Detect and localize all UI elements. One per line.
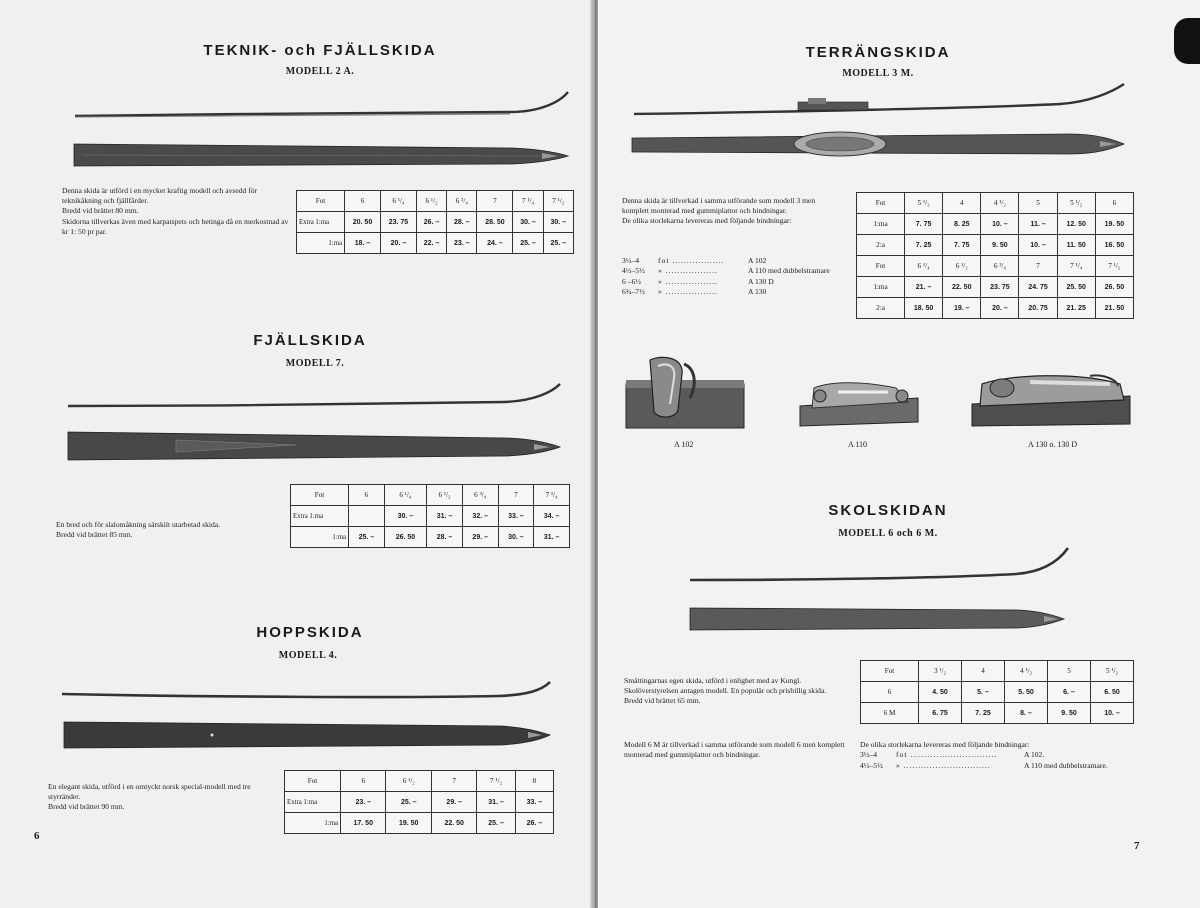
table-cell: 34. – [534,506,570,527]
table-cell: 6 ¹/₄ [380,191,416,212]
table-cell: 6 ¹/₂ [416,191,446,212]
table-cell: Extra 1:ma [285,792,341,813]
size-range: 6¾–7½ [622,287,645,297]
table-cell: 9. 50 [981,235,1019,256]
section-model-skol: MODELL 6 och 6 M. [838,528,938,539]
section-description-skol-6m [624,740,850,760]
table-cell: 4. 50 [919,682,962,703]
table-header-row [857,256,1134,277]
table-cell: 11. – [1019,214,1057,235]
ski-profile-terrang [630,82,1130,122]
section-model-fjall: MODELL 7. [285,358,345,369]
table-cell: 23. 75 [380,212,416,233]
table-cell: Fot [857,256,905,277]
desc-line: Skidorna tillverkas även med karpatspets och betinga då en merkostnad av kr 1: 50 pr par. [62,216,289,236]
leader-dots: fot .................. [658,256,725,265]
table-header-row [857,193,1134,214]
price-table-hopp [284,770,554,834]
size-range: 3½–4 [622,256,640,265]
binding-name: A 110 med dubbelstramare [748,266,830,276]
table-cell: 23. – [341,792,386,813]
table-cell: 32. – [462,506,498,527]
binding-caption-a130: A 130 o. 130 D [1028,440,1078,449]
table-cell: 17. 50 [341,813,386,834]
page-edge-tab [1174,18,1200,64]
table-cell: 18. 50 [905,298,943,319]
table-cell: 10. – [1019,235,1057,256]
table-row [857,214,1134,235]
table-cell: 4 [943,193,981,214]
table-cell: 29. – [431,792,476,813]
left-page [0,0,594,908]
table-cell: 8 [515,771,553,792]
table-cell: 4 [962,661,1005,682]
table-header-row [861,661,1134,682]
table-cell: Fot [857,193,905,214]
table-cell: Fot [291,485,349,506]
table-row [857,298,1134,319]
table-cell: 6 [341,771,386,792]
binding-caption-a102: A 102 [674,440,694,449]
table-cell: 6 ¹/₂ [386,771,431,792]
table-cell: 2:a [857,235,905,256]
table-row [285,813,554,834]
section-title-terrang: TERRÄNGSKIDA [805,44,951,61]
table-cell [349,506,385,527]
table-cell: 22. – [416,233,446,254]
table-cell: 31. – [534,527,570,548]
table-cell: 19. – [943,298,981,319]
table-cell: 5. – [962,682,1005,703]
desc-line: Modell 6 M är tillverkad i samma utförande som modell 6 men komplett monterad med gummiplattor och bindningar. [624,740,845,760]
ski-profile-skol [686,546,1072,586]
table-cell: 7 ¹/₄ [1057,256,1095,277]
table-cell: 21. 50 [1095,298,1133,319]
table-cell: 11. 50 [1057,235,1095,256]
table-cell: 7 ¹/₂ [477,771,515,792]
table-cell: 5 ¹/₂ [1057,193,1095,214]
table-cell: 21. – [905,277,943,298]
section-title-fjall: FJÄLLSKIDA [253,332,367,349]
section-model-teknik: MODELL 2 A. [285,66,355,77]
table-cell: 1:ma [857,277,905,298]
list-item [622,287,852,297]
leader-dots: » .................. [658,266,718,276]
section-title-hopp: HOPPSKIDA [256,624,364,641]
table-cell: 31. – [427,506,463,527]
table-cell: 4 ¹/₂ [981,193,1019,214]
table-cell: 4 ¹/₂ [1005,661,1048,682]
ski-profile-hopp [58,678,558,708]
table-cell: 22. 50 [431,813,476,834]
table-cell: 1:ma [285,813,341,834]
ski-top-skol [688,604,1074,636]
table-cell: 6 ¹/₄ [905,256,943,277]
section-model-terrang: MODELL 3 M. [842,68,914,79]
table-cell: Extra 1:ma [297,212,345,233]
ski-top-terrang [630,128,1130,164]
table-cell: 3 ¹/₂ [919,661,962,682]
table-cell: 10. – [981,214,1019,235]
binding-list-terrang [622,256,852,298]
table-cell: 7. 75 [943,235,981,256]
table-cell: 7 [431,771,476,792]
table-cell: 16. 50 [1095,235,1133,256]
table-cell: 10. – [1091,703,1134,724]
desc-line: Bredd vid brättet 90 mm. [48,802,125,812]
table-header-row [291,485,570,506]
table-cell: 26. – [515,813,553,834]
leader-dots: » .................. [658,287,718,297]
table-cell: 33. – [515,792,553,813]
size-range: 4½–5½ [622,266,645,276]
price-table-fjall [290,484,570,548]
table-cell: 6. 75 [919,703,962,724]
desc-line: Bredd vid brättet 85 mm. [56,530,133,540]
table-cell: 1:ma [291,527,349,548]
table-cell: 7 [498,485,534,506]
size-range: 3½–4 [860,750,878,760]
table-cell: 12. 50 [1057,214,1095,235]
table-cell: 1:ma [857,214,905,235]
price-table-teknik [296,190,574,254]
table-cell: 24. – [477,233,513,254]
table-row [291,506,570,527]
ski-profile-fjall [64,382,564,418]
price-table-skol [860,660,1134,724]
page-number-left: 6 [34,830,40,842]
table-cell: 6 ¹/₂ [427,485,463,506]
table-cell: 23. – [447,233,477,254]
table-cell: 18. – [345,233,381,254]
ski-profile-teknik [70,90,570,130]
table-cell: 22. 50 [943,277,981,298]
binding-name: A 110 med dubbelstramare. [1024,760,1108,770]
table-cell: 6 ³/₄ [462,485,498,506]
table-cell: 1:ma [297,233,345,254]
table-cell: Fot [285,771,341,792]
section-description-teknik [62,186,290,237]
table-cell: 5. 50 [1005,682,1048,703]
table-header-row [285,771,554,792]
table-cell: 30. – [384,506,426,527]
table-row [291,527,570,548]
desc-line: De olika storlekarna levereras med följande bindningar: [622,216,792,226]
table-cell: 26. 50 [384,527,426,548]
table-cell: 6 ³/₄ [981,256,1019,277]
table-cell: 19. 50 [386,813,431,834]
table-row [861,703,1134,724]
table-cell: 9. 50 [1048,703,1091,724]
list-item [622,277,852,287]
table-cell: 6. 50 [1091,682,1134,703]
table-header-row [297,191,574,212]
table-cell: 26. 50 [1095,277,1133,298]
table-cell: 7. 25 [905,235,943,256]
binding-image-a130 [970,372,1134,428]
table-cell: 29. – [462,527,498,548]
binding-image-a102 [624,354,748,430]
section-description-fjall [56,520,286,540]
table-cell: 6. – [1048,682,1091,703]
table-cell: 31. – [477,792,515,813]
table-cell: 28. – [447,212,477,233]
desc-line: Bredd vid brättet 65 mm. [624,696,701,706]
table-row [857,277,1134,298]
right-page [598,0,1200,908]
table-cell: 5 [1019,193,1057,214]
ski-top-fjall [66,428,566,462]
list-item [622,266,852,276]
table-row [297,233,574,254]
table-row [861,682,1134,703]
table-cell: Extra 1:ma [291,506,349,527]
binding-caption-a110: A 110 [848,440,868,449]
table-cell: 5 [1048,661,1091,682]
table-cell: 6 ¹/₂ [943,256,981,277]
table-cell: Fot [861,661,919,682]
table-row [285,792,554,813]
bindings-intro: De olika storlekarna levereras med följande bindningar: [860,740,1030,749]
table-cell: 6 [349,485,385,506]
table-cell: 33. – [498,506,534,527]
table-cell: 5 ¹/₂ [1091,661,1134,682]
table-cell: 20. – [981,298,1019,319]
table-cell: 6 [345,191,381,212]
table-cell: 6 M [861,703,919,724]
table-cell: 25. 50 [1057,277,1095,298]
page-number-right: 7 [1134,840,1140,852]
desc-line: En bred och för slalomåkning särskilt utarbetad skida. [56,520,221,529]
binding-list-skol [860,740,1150,771]
list-item [622,256,852,266]
section-description-hopp [48,782,278,813]
table-cell: 25. – [513,233,543,254]
table-cell: 23. 75 [981,277,1019,298]
binding-name: A 130 [748,287,767,297]
table-cell: 20. – [380,233,416,254]
section-description-skol [624,676,850,707]
section-title-teknik: TEKNIK- och FJÄLLSKIDA [203,42,437,59]
desc-line: Småttingarnas egen skida, utförd i enlighet med av Kungl. Skolöverstyrelsen antagen modell. En populär och prisbillig skida. [624,676,827,696]
table-cell: 6 [861,682,919,703]
table-cell: 25. – [477,813,515,834]
table-cell: 7 ¹/₂ [543,191,573,212]
desc-line: En elegant skida, utförd i en omtyckt norsk special-modell med tre styrränder. [48,782,251,802]
size-range: 4½–5½ [860,760,883,770]
size-range: 6 –6½ [622,276,641,286]
list-item [860,750,1150,760]
binding-image-a110 [798,378,922,428]
table-cell: 24. 75 [1019,277,1057,298]
table-cell: 30. – [498,527,534,548]
table-cell: 7 ¹/₂ [1095,256,1133,277]
table-cell: 5 ¹/₂ [905,193,943,214]
ski-top-hopp [62,718,562,752]
table-cell: 28. – [427,527,463,548]
table-cell: 7. 25 [962,703,1005,724]
table-cell: 25. – [349,527,385,548]
table-cell: 6 ¹/₄ [384,485,426,506]
table-cell: 7 [1019,256,1057,277]
table-cell: 30. – [513,212,543,233]
binding-name: A 130 D [748,276,774,286]
table-cell: 6 [1095,193,1133,214]
binding-name: A 102. [1024,750,1045,760]
desc-line: Bredd vid brättet 80 mm. [62,206,139,216]
leader-dots: » .............................. [896,760,991,770]
table-cell: 8. 25 [943,214,981,235]
table-cell: 2:a [857,298,905,319]
table-cell: 20. 75 [1019,298,1057,319]
table-cell: 8. – [1005,703,1048,724]
table-cell: 25. – [543,233,573,254]
table-cell: 25. – [386,792,431,813]
desc-line: Denna skida är utförd i en mycket kraftig modell och avsedd för teknikåkning och fjällfärder. [62,186,258,206]
list-item [860,761,1150,771]
desc-line: Denna skida är tillverkad i samma utförande som modell 3 men komplett monterad med gummiplattor och bindningar. [622,196,816,216]
table-cell: 28. 50 [477,212,513,233]
table-row [297,212,574,233]
leader-dots: fot .............................. [896,750,998,760]
table-cell: 21. 25 [1057,298,1095,319]
section-description-terrang [622,196,844,227]
section-title-skol: SKOLSKIDAN [828,502,948,519]
table-cell: 20. 50 [345,212,381,233]
table-cell: Fot [297,191,345,212]
table-cell: 6 ³/₄ [447,191,477,212]
table-cell: 7 [477,191,513,212]
binding-name: A 102 [748,256,767,265]
leader-dots: » .................. [658,276,718,286]
table-cell: 7 ¹/₄ [534,485,570,506]
price-table-terrang [856,192,1134,319]
table-row [857,235,1134,256]
table-cell: 7 ¹/₄ [513,191,543,212]
table-cell: 7. 75 [905,214,943,235]
ski-top-teknik [72,140,572,170]
section-model-hopp: MODELL 4. [278,650,338,661]
table-cell: 30. – [543,212,573,233]
table-cell: 19. 50 [1095,214,1133,235]
table-cell: 26. – [416,212,446,233]
